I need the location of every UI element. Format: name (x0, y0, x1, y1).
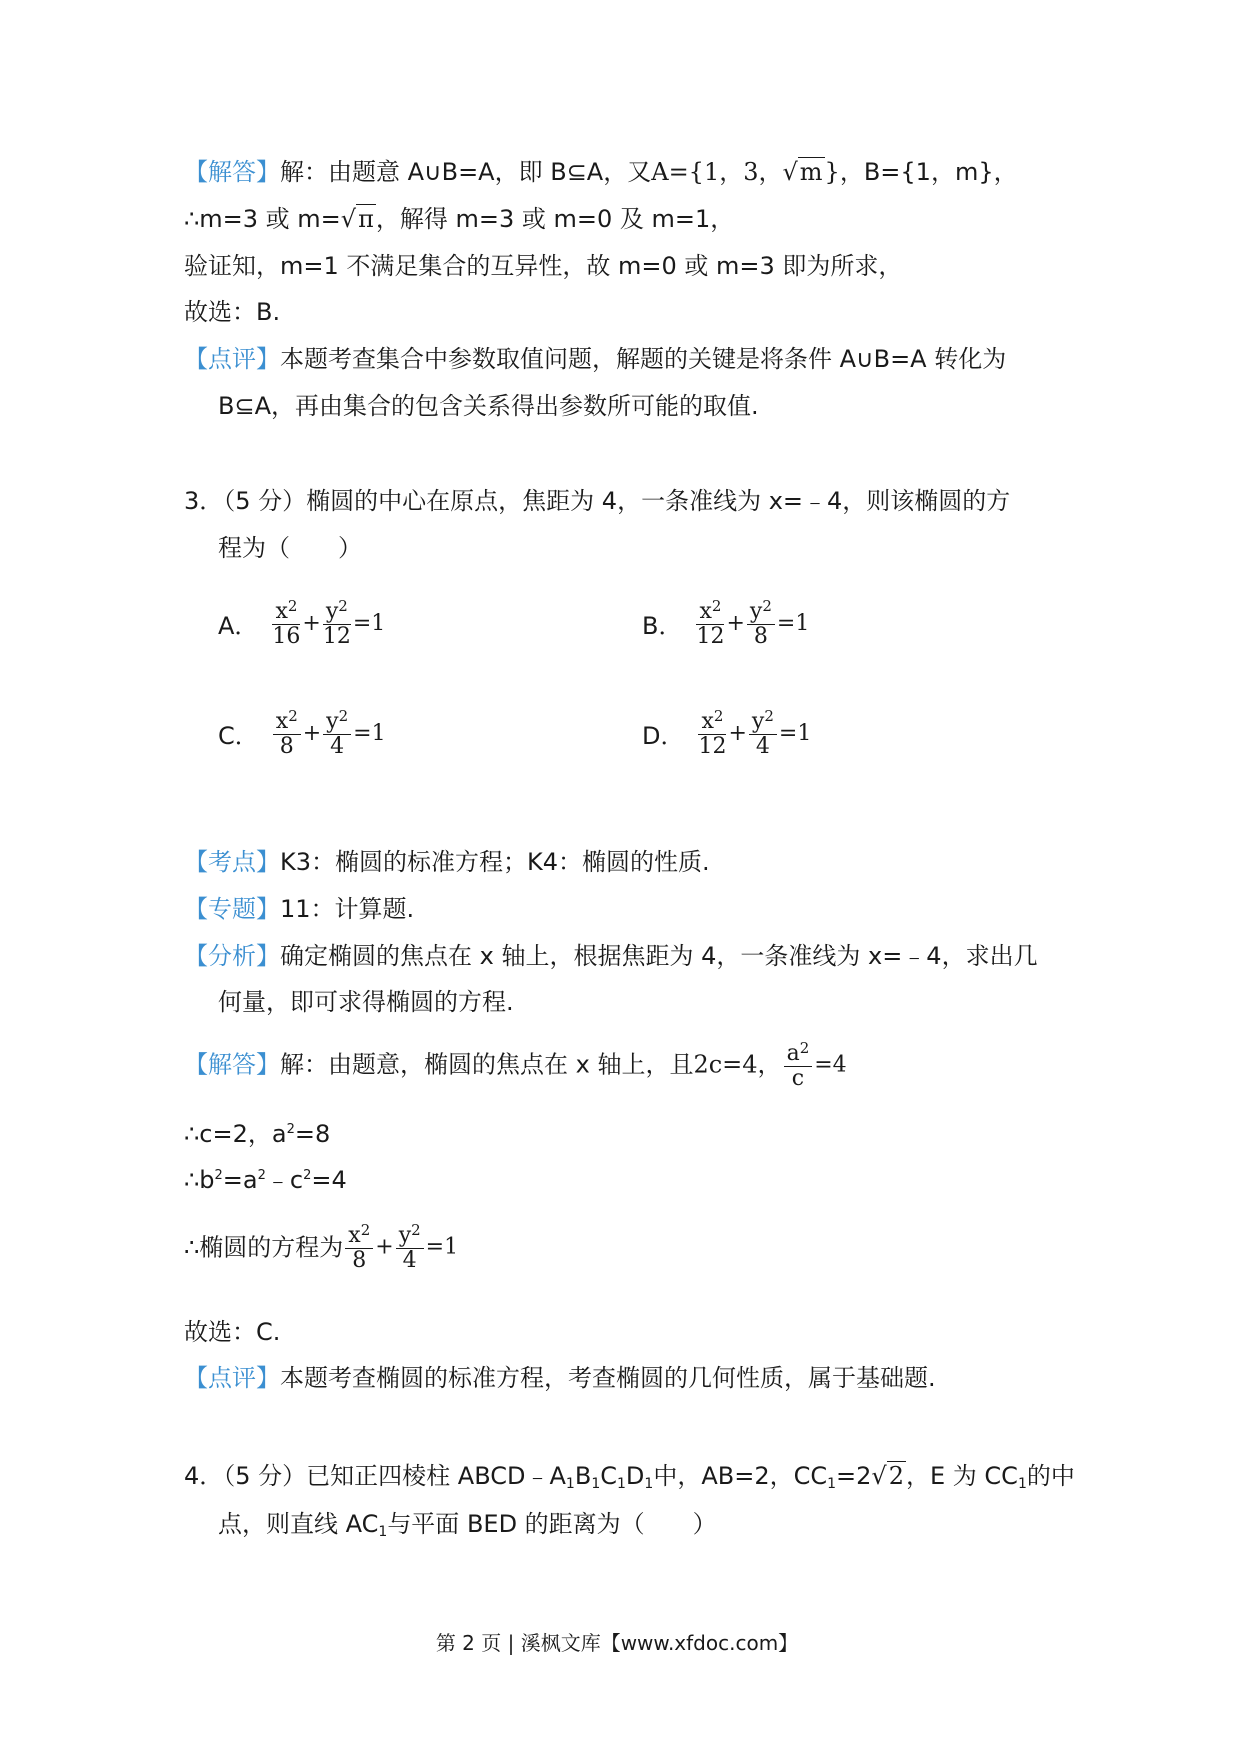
q3-answer-line-4: ∴椭圆的方程为 $\frac{x^2}{8}$ + $\frac{y^2}{4}$ =1 (184, 1221, 459, 1274)
topic-tag: 【专题】 (184, 895, 280, 923)
q3-option-d[interactable]: D． $\frac{x^2}{12}$ + $\frac{y^2}{4}$ =1 (642, 707, 812, 760)
q4-stem-line-2: 点，则直线 $AC_1$与平面 BED 的距离为（ ） (218, 1510, 717, 1540)
q3-point: 【考点】K3：椭圆的标准方程；K4：椭圆的性质. (184, 848, 710, 876)
sqrt-pi: √π (340, 205, 374, 233)
q2-answer-line-3: 验证知，m=1 不满足集合的互异性，故 m=0 或 m=3 即为所求， (184, 252, 903, 280)
q3-stem-line-2: 程为（ ） (218, 534, 362, 562)
analysis-tag: 【分析】 (184, 942, 280, 970)
q2-comment-line-1: 【点评】本题考查集合中参数取值问题，解题的关键是将条件 A∪B=A 转化为 (184, 345, 1007, 373)
q3-topic: 【专题】11：计算题. (184, 895, 415, 923)
q4-stem-line-1: 4．（5 分）已知正四棱柱 $ABCD﹣A_1B_1C_1D_1$中，AB=2，$CC_1=2√2$，E 为 $CC_1$的中 (184, 1462, 1075, 1492)
q3-option-b[interactable]: B． $\frac{x^2}{12}$ + $\frac{y^2}{8}$ =1 (642, 597, 810, 650)
q3-analysis-line-1: 【分析】确定椭圆的焦点在 x 轴上，根据焦距为 4，一条准线为 x=﹣4，求出几 (184, 942, 1038, 970)
point-tag: 【考点】 (184, 848, 280, 876)
comment-tag: 【点评】 (184, 345, 280, 373)
sqrt-m: √m (782, 158, 823, 186)
q3-option-a[interactable]: A． $\frac{x^2}{16}$ + $\frac{y^2}{12}$ =1 (218, 597, 386, 650)
page-footer: 第 2 页 | 溪枫文库【www.xfdoc.com】 (435, 1631, 799, 1655)
q3-answer-line-3: $\therefore b^2=a^2﹣c^2=4$ (184, 1166, 347, 1194)
answer-tag: 【解答】 (184, 158, 280, 186)
comment-tag: 【点评】 (184, 1364, 280, 1392)
q2-answer-line-1: 【解答】解：由题意 A∪B=A，即 B⊆A，又A={1，3，√m}，B={1，m}， (184, 158, 1018, 186)
sqrt-2: √2 (871, 1462, 904, 1490)
q3-choice: 故选：C. (184, 1318, 281, 1346)
q3-answer-line-2: ∴c=2，$a^2=8$ (184, 1120, 331, 1148)
q2-comment-line-2: B⊆A，再由集合的包含关系得出参数所可能的取值. (218, 392, 759, 420)
q3-comment: 【点评】本题考查椭圆的标准方程，考查椭圆的几何性质，属于基础题. (184, 1364, 936, 1392)
q3-stem-line-1: 3．（5 分）椭圆的中心在原点，焦距为 4，一条准线为 x=﹣4，则该椭圆的方 (184, 487, 1011, 515)
answer-tag: 【解答】 (184, 1050, 280, 1079)
q2-choice: 故选：B. (184, 298, 281, 326)
q3-option-c[interactable]: C． $\frac{x^2}{8}$ + $\frac{y^2}{4}$ =1 (218, 707, 386, 760)
q3-analysis-line-2: 何量，即可求得椭圆的方程. (218, 988, 514, 1016)
q3-answer-line-1: 【解答】解：由题意，椭圆的焦点在 x 轴上，且2c=4， $\frac{a^2}{c}$ =4 (184, 1039, 847, 1092)
q2-answer-line-2: ∴m=3 或 m=√π，解得 m=3 或 m=0 及 m=1， (184, 205, 735, 233)
